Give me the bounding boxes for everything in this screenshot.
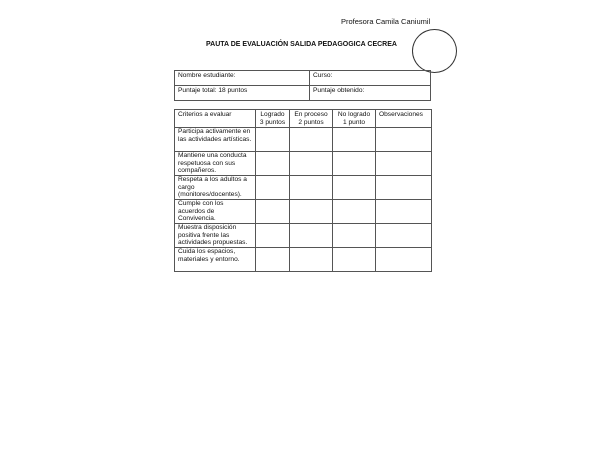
- achieved-cell[interactable]: [256, 200, 290, 224]
- not-achieved-cell[interactable]: [333, 200, 376, 224]
- in-progress-cell[interactable]: [290, 176, 333, 200]
- rubric-row: [175, 200, 432, 224]
- observations-cell[interactable]: [376, 152, 432, 176]
- achieved-points: 3 puntos: [259, 118, 286, 126]
- in-progress-label: En proceso: [294, 111, 328, 118]
- course-field[interactable]: Curso:: [310, 71, 431, 86]
- rubric-row: [175, 152, 432, 176]
- observations-cell[interactable]: [376, 128, 432, 152]
- document-title: PAUTA DE EVALUACIÓN SALIDA PEDAGOGICA CECREA: [206, 41, 397, 48]
- achieved-cell[interactable]: [256, 152, 290, 176]
- criterion-label: Muestra disposición positiva frente las actividades propuestas.: [175, 224, 256, 248]
- grade-circle: [412, 29, 457, 73]
- observations-cell[interactable]: [376, 248, 432, 272]
- info-row: [175, 71, 431, 86]
- not-achieved-cell[interactable]: [333, 224, 376, 248]
- rubric-header-row: [175, 110, 432, 128]
- not-achieved-cell[interactable]: [333, 176, 376, 200]
- observations-cell[interactable]: [376, 176, 432, 200]
- student-name-field[interactable]: Nombre estudiante:: [175, 71, 310, 86]
- in-progress-header: [290, 110, 333, 128]
- student-info-table: [174, 70, 431, 101]
- in-progress-cell[interactable]: [290, 224, 333, 248]
- criteria-header: Criterios a evaluar: [175, 110, 256, 128]
- achieved-cell[interactable]: [256, 176, 290, 200]
- not-achieved-header: [333, 110, 376, 128]
- achieved-cell[interactable]: [256, 248, 290, 272]
- criterion-label: Respeta a los adultos a cargo (monitores/docentes).: [175, 176, 256, 200]
- rubric-row: [175, 128, 432, 152]
- rubric-table: [174, 109, 432, 272]
- in-progress-points: 2 puntos: [298, 118, 324, 126]
- in-progress-cell[interactable]: [290, 200, 333, 224]
- observations-header: Observaciones: [376, 110, 432, 128]
- in-progress-cell[interactable]: [290, 248, 333, 272]
- not-achieved-points: 1 punto: [343, 118, 365, 126]
- achieved-header: [256, 110, 290, 128]
- criterion-label: Participa activamente en las actividades artísticas.: [175, 128, 256, 152]
- obtained-score-field[interactable]: Puntaje obtenido:: [310, 86, 431, 101]
- in-progress-cell[interactable]: [290, 152, 333, 176]
- observations-cell[interactable]: [376, 224, 432, 248]
- achieved-label: Logrado: [260, 111, 285, 118]
- teacher-name: Profesora Camila Caniumil: [341, 17, 431, 26]
- not-achieved-cell[interactable]: [333, 128, 376, 152]
- in-progress-cell[interactable]: [290, 128, 333, 152]
- not-achieved-cell[interactable]: [333, 248, 376, 272]
- achieved-cell[interactable]: [256, 224, 290, 248]
- criterion-label: Cuida los espacios, materiales y entorno.: [175, 248, 256, 272]
- info-row: [175, 86, 431, 101]
- not-achieved-cell[interactable]: [333, 152, 376, 176]
- rubric-row: [175, 224, 432, 248]
- observations-cell[interactable]: [376, 200, 432, 224]
- achieved-cell[interactable]: [256, 128, 290, 152]
- rubric-row: [175, 248, 432, 272]
- criterion-label: Cumple con los acuerdos de Convivencia.: [175, 200, 256, 224]
- rubric-row: [175, 176, 432, 200]
- not-achieved-label: No logrado: [337, 111, 371, 118]
- criterion-label: Mantiene una conducta respetuosa con sus compañeros.: [175, 152, 256, 176]
- total-score-label: Puntaje total: 18 puntos: [175, 86, 310, 101]
